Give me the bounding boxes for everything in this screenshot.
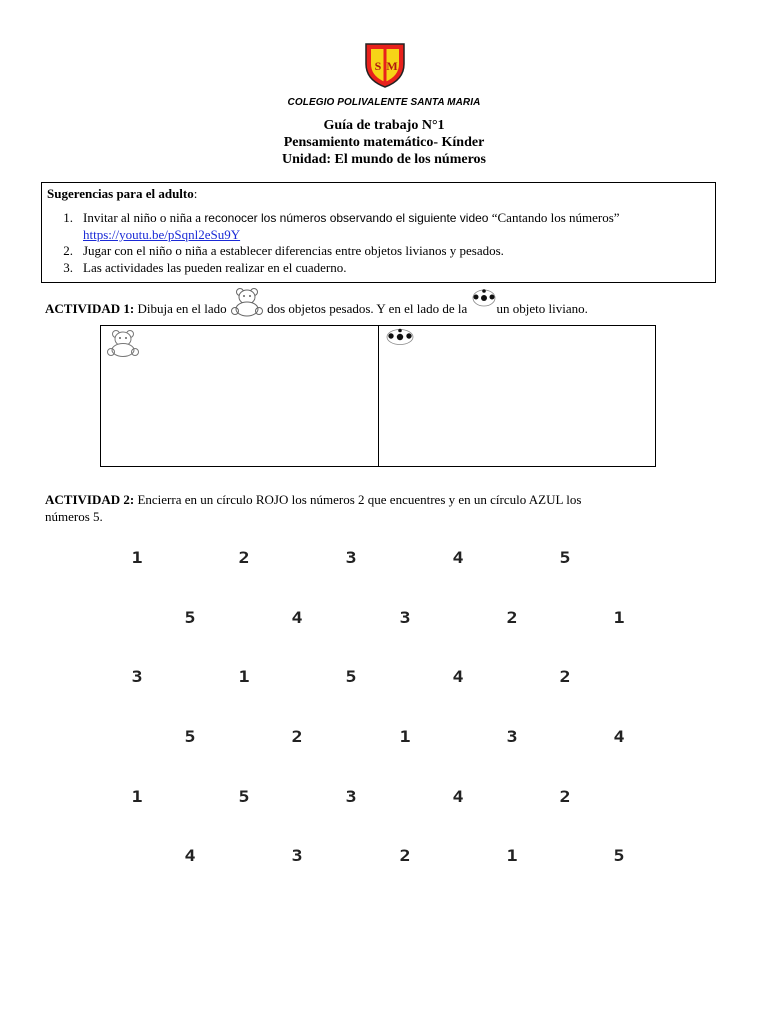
- suggestion-item-2: 2. Jugar con el niño o niña a establecer diferencias entre objetos livianos y pesados.: [63, 243, 504, 258]
- grid-number: 5: [184, 727, 196, 746]
- worksheet-title: Guía de trabajo N°1: [323, 118, 445, 133]
- grid-number: 5: [345, 667, 357, 686]
- grid-number: 2: [238, 548, 250, 567]
- school-name: COLEGIO POLIVALENTE SANTA MARIA: [287, 97, 481, 108]
- suggestion-item-1: 1. Invitar al niño o niña a reconocer los números observando el siguiente video “Cantando los números”: [63, 210, 620, 225]
- grid-number: 5: [559, 548, 571, 567]
- grid-number: 2: [559, 667, 571, 686]
- grid-number: 3: [506, 727, 518, 746]
- activity-2-instructions: ACTIVIDAD 2: Encierra en un círculo ROJO los números 2 que encuentres y en un círculo AZUL los: [45, 492, 582, 507]
- grid-number: 3: [345, 548, 357, 567]
- grid-number: 5: [184, 608, 196, 627]
- grid-number: 4: [452, 667, 464, 686]
- grid-number: 4: [291, 608, 303, 627]
- grid-number: 3: [131, 667, 143, 686]
- school-logo: [362, 40, 408, 88]
- grid-number: 3: [399, 608, 411, 627]
- grid-number: 2: [291, 727, 303, 746]
- activity-1-instructions: ACTIVIDAD 1: Dibuja en el lado dos objetos pesados. Y en el lado de la un objeto liviano.: [45, 299, 588, 319]
- video-link[interactable]: https://youtu.be/pSqnl2eSu9Y: [83, 227, 241, 242]
- heavy-side-teddy-icon: [106, 329, 140, 362]
- grid-number: 1: [131, 787, 143, 806]
- grid-number: 2: [559, 787, 571, 806]
- suggestions-box: [41, 182, 716, 283]
- grid-number: 5: [613, 846, 625, 865]
- grid-number: 5: [238, 787, 250, 806]
- worksheet-unit: Unidad: El mundo de los números: [282, 152, 486, 167]
- logo-letter-m: M: [386, 59, 398, 73]
- grid-number: 2: [506, 608, 518, 627]
- grid-number: 1: [238, 667, 250, 686]
- worksheet-subject: Pensamiento matemático- Kínder: [283, 135, 485, 150]
- drawing-area-divider: [378, 326, 379, 466]
- suggestions-heading: Sugerencias para el adulto:: [47, 186, 198, 201]
- suggestion-item-3: 3. Las actividades las pueden realizar en el cuaderno.: [63, 260, 347, 275]
- grid-number: 3: [345, 787, 357, 806]
- grid-number: 4: [452, 548, 464, 567]
- activity-2-instructions-cont: números 5.: [45, 509, 103, 524]
- grid-number: 4: [184, 846, 196, 865]
- grid-number: 2: [399, 846, 411, 865]
- grid-number: 4: [452, 787, 464, 806]
- activity-1-drawing-area: [100, 325, 656, 467]
- grid-number: 1: [613, 608, 625, 627]
- logo-letter-s: S: [374, 59, 382, 73]
- light-side-ball-icon: [385, 328, 415, 351]
- grid-number: 4: [613, 727, 625, 746]
- grid-number: 1: [399, 727, 411, 746]
- grid-number: 1: [131, 548, 143, 567]
- grid-number: 1: [506, 846, 518, 865]
- soccer-ball-icon: [471, 299, 497, 317]
- grid-number: 3: [291, 846, 303, 865]
- teddy-bear-icon: [230, 299, 264, 319]
